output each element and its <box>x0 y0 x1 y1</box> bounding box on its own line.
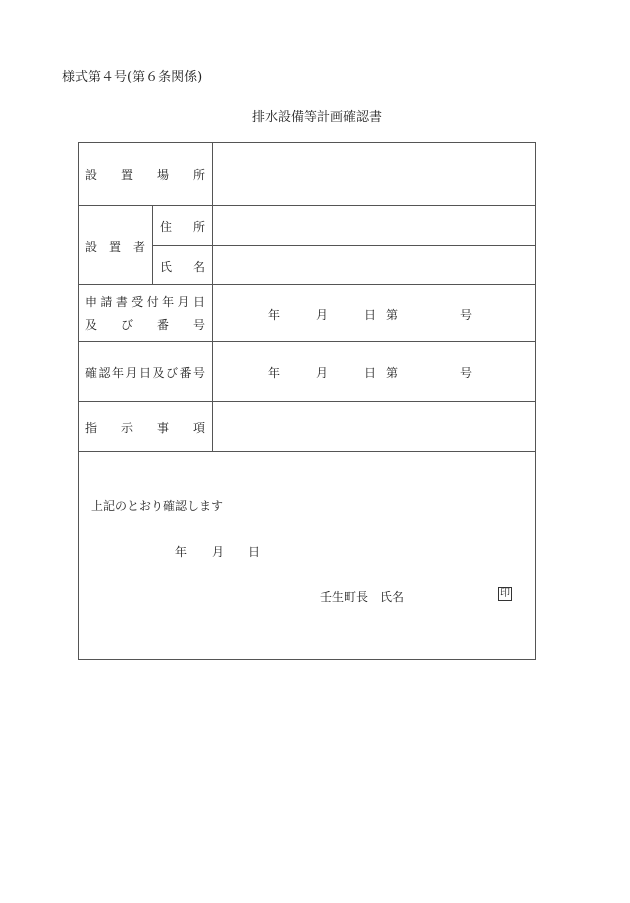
location-field[interactable] <box>213 143 535 205</box>
signer-label: 壬生町長 氏名 <box>320 590 405 604</box>
application-label-line2: 及び番号 <box>85 318 205 332</box>
footer-year: 年 <box>175 545 188 559</box>
footer-day: 日 <box>248 545 261 559</box>
go-label: 号 <box>460 366 473 380</box>
day-label: 日 <box>364 308 377 322</box>
address-field[interactable] <box>213 206 535 245</box>
form-number: 様式第４号(第６条関係) <box>62 70 203 85</box>
document-title: 排水設備等計画確認書 <box>252 110 383 125</box>
footer-month: 月 <box>212 545 225 559</box>
confirmation-label: 確認年月日及び番号 <box>85 366 205 380</box>
name-label: 氏名 <box>160 260 205 274</box>
go-label: 号 <box>460 308 473 322</box>
year-label: 年 <box>268 308 281 322</box>
installer-label: 設置者 <box>85 240 145 254</box>
dai-label: 第 <box>386 308 399 322</box>
location-label: 設置場所 <box>85 168 205 182</box>
instructions-field[interactable] <box>213 402 535 451</box>
month-label: 月 <box>316 366 329 380</box>
dai-label: 第 <box>386 366 399 380</box>
day-label: 日 <box>364 366 377 380</box>
confirmation-statement: 上記のとおり確認します <box>91 499 224 513</box>
instructions-label: 指示事項 <box>85 421 205 435</box>
seal-icon: 印 <box>500 588 510 599</box>
application-label-line1: 申請書受付年月日 <box>85 295 205 309</box>
name-field[interactable] <box>213 246 535 284</box>
address-label: 住所 <box>160 220 205 234</box>
year-label: 年 <box>268 366 281 380</box>
month-label: 月 <box>316 308 329 322</box>
